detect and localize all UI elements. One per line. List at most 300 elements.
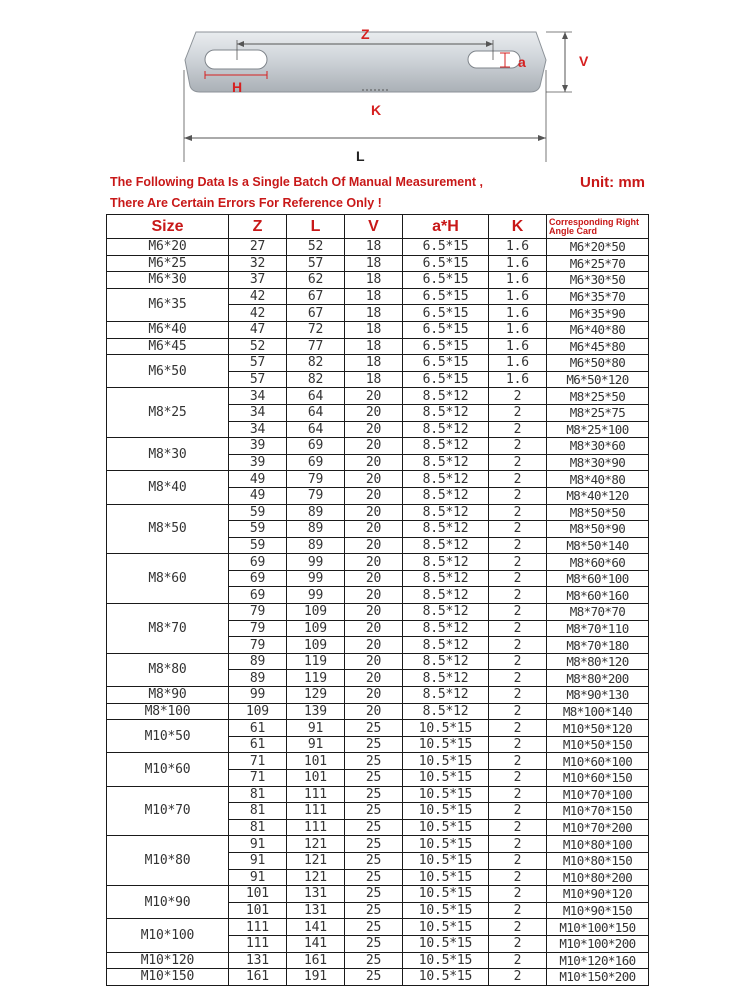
- table-row: [107, 355, 649, 372]
- angle-card-cell: M8*60*100: [547, 570, 649, 587]
- size-cell: M10*100: [107, 919, 229, 952]
- k-cell: 2: [489, 902, 547, 919]
- l-cell: 99: [287, 587, 345, 604]
- table-row: [107, 753, 649, 770]
- z-cell: 47: [229, 321, 287, 338]
- ah-cell: 8.5*12: [403, 687, 489, 704]
- l-cell: 161: [287, 952, 345, 969]
- ah-cell: 8.5*12: [403, 570, 489, 587]
- table-row: [107, 604, 649, 621]
- size-cell: M6*45: [107, 338, 229, 355]
- spec-table: [106, 214, 649, 986]
- z-cell: 49: [229, 471, 287, 488]
- l-cell: 191: [287, 969, 345, 986]
- ah-cell: 10.5*15: [403, 869, 489, 886]
- k-cell: 2: [489, 504, 547, 521]
- z-cell: 61: [229, 720, 287, 737]
- ah-cell: 8.5*12: [403, 404, 489, 421]
- v-cell: 20: [345, 570, 403, 587]
- z-cell: 34: [229, 388, 287, 405]
- z-cell: 71: [229, 770, 287, 787]
- l-cell: 62: [287, 272, 345, 289]
- l-cell: 64: [287, 388, 345, 405]
- table-row: [107, 653, 649, 670]
- ah-cell: 6.5*15: [403, 321, 489, 338]
- angle-card-cell: M10*150*200: [547, 969, 649, 986]
- table-row: [107, 720, 649, 737]
- z-cell: 27: [229, 239, 287, 256]
- angle-card-cell: M10*70*100: [547, 786, 649, 803]
- z-cell: 91: [229, 836, 287, 853]
- size-cell: M10*80: [107, 836, 229, 886]
- angle-card-cell: M8*60*60: [547, 554, 649, 571]
- l-cell: 109: [287, 604, 345, 621]
- ah-cell: 10.5*15: [403, 736, 489, 753]
- unit-label: Unit: mm: [580, 174, 645, 191]
- angle-card-cell: M6*30*50: [547, 272, 649, 289]
- angle-card-cell: M10*100*150: [547, 919, 649, 936]
- l-cell: 52: [287, 239, 345, 256]
- l-cell: 101: [287, 753, 345, 770]
- l-cell: 57: [287, 255, 345, 272]
- table-row: [107, 554, 649, 571]
- ah-cell: 10.5*15: [403, 819, 489, 836]
- angle-card-cell: M10*50*150: [547, 736, 649, 753]
- angle-card-cell: M8*70*180: [547, 637, 649, 654]
- z-cell: 42: [229, 305, 287, 322]
- l-cell: 101: [287, 770, 345, 787]
- ah-cell: 8.5*12: [403, 388, 489, 405]
- v-cell: 20: [345, 454, 403, 471]
- z-cell: 69: [229, 570, 287, 587]
- z-cell: 59: [229, 504, 287, 521]
- l-cell: 129: [287, 687, 345, 704]
- v-cell: 25: [345, 969, 403, 986]
- ah-cell: 8.5*12: [403, 454, 489, 471]
- table-row: [107, 703, 649, 720]
- ah-cell: 8.5*12: [403, 471, 489, 488]
- ah-cell: 10.5*15: [403, 902, 489, 919]
- k-cell: 2: [489, 919, 547, 936]
- ah-cell: 6.5*15: [403, 288, 489, 305]
- table-row: [107, 239, 649, 256]
- ah-cell: 10.5*15: [403, 753, 489, 770]
- k-cell: 2: [489, 770, 547, 787]
- ah-cell: 8.5*12: [403, 537, 489, 554]
- angle-card-cell: M8*50*50: [547, 504, 649, 521]
- size-cell: M8*25: [107, 388, 229, 438]
- v-cell: 20: [345, 438, 403, 455]
- angle-card-cell: M8*25*100: [547, 421, 649, 438]
- k-cell: 1.6: [489, 288, 547, 305]
- size-cell: M6*40: [107, 321, 229, 338]
- k-cell: 2: [489, 736, 547, 753]
- angle-card-cell: M10*100*200: [547, 935, 649, 952]
- z-cell: 99: [229, 687, 287, 704]
- angle-card-cell: M8*40*80: [547, 471, 649, 488]
- z-cell: 57: [229, 355, 287, 372]
- v-cell: 20: [345, 670, 403, 687]
- v-cell: 25: [345, 886, 403, 903]
- z-cell: 32: [229, 255, 287, 272]
- v-cell: 25: [345, 902, 403, 919]
- k-cell: 2: [489, 421, 547, 438]
- k-cell: 1.6: [489, 305, 547, 322]
- k-cell: 2: [489, 388, 547, 405]
- table-row: [107, 786, 649, 803]
- z-cell: 61: [229, 736, 287, 753]
- z-cell: 109: [229, 703, 287, 720]
- ah-cell: 8.5*12: [403, 521, 489, 538]
- ah-cell: 6.5*15: [403, 305, 489, 322]
- z-cell: 34: [229, 421, 287, 438]
- l-cell: 79: [287, 471, 345, 488]
- size-cell: M10*60: [107, 753, 229, 786]
- dimension-diagram: [0, 0, 750, 175]
- header-size: Size: [107, 215, 229, 239]
- l-cell: 91: [287, 736, 345, 753]
- ah-cell: 8.5*12: [403, 670, 489, 687]
- v-cell: 20: [345, 554, 403, 571]
- size-cell: M8*80: [107, 653, 229, 686]
- l-cell: 69: [287, 454, 345, 471]
- table-row: [107, 272, 649, 289]
- k-cell: 2: [489, 852, 547, 869]
- z-cell: 101: [229, 902, 287, 919]
- table-row: [107, 255, 649, 272]
- table-row: [107, 687, 649, 704]
- ah-cell: 6.5*15: [403, 355, 489, 372]
- angle-card-cell: M6*25*70: [547, 255, 649, 272]
- k-cell: 2: [489, 886, 547, 903]
- l-cell: 131: [287, 886, 345, 903]
- l-cell: 111: [287, 819, 345, 836]
- k-cell: 2: [489, 537, 547, 554]
- label-a: a: [518, 54, 526, 70]
- angle-card-cell: M6*20*50: [547, 239, 649, 256]
- angle-card-cell: M8*100*140: [547, 703, 649, 720]
- z-cell: 37: [229, 272, 287, 289]
- v-cell: 20: [345, 388, 403, 405]
- v-cell: 25: [345, 720, 403, 737]
- k-cell: 2: [489, 653, 547, 670]
- k-cell: 2: [489, 637, 547, 654]
- k-cell: 2: [489, 803, 547, 820]
- table-row: [107, 471, 649, 488]
- size-cell: M6*20: [107, 239, 229, 256]
- v-cell: 18: [345, 321, 403, 338]
- ah-cell: 10.5*15: [403, 886, 489, 903]
- ah-cell: 8.5*12: [403, 703, 489, 720]
- table-row: [107, 919, 649, 936]
- v-cell: 20: [345, 504, 403, 521]
- k-cell: 2: [489, 935, 547, 952]
- v-cell: 25: [345, 919, 403, 936]
- k-cell: 2: [489, 521, 547, 538]
- angle-card-cell: M8*25*50: [547, 388, 649, 405]
- size-cell: M8*40: [107, 471, 229, 504]
- label-h: H: [232, 79, 243, 95]
- ah-cell: 10.5*15: [403, 935, 489, 952]
- z-cell: 101: [229, 886, 287, 903]
- z-cell: 71: [229, 753, 287, 770]
- angle-card-cell: M8*90*130: [547, 687, 649, 704]
- v-cell: 25: [345, 869, 403, 886]
- v-cell: 25: [345, 770, 403, 787]
- l-cell: 109: [287, 620, 345, 637]
- k-cell: 1.6: [489, 272, 547, 289]
- l-cell: 79: [287, 487, 345, 504]
- v-cell: 25: [345, 819, 403, 836]
- v-cell: 18: [345, 371, 403, 388]
- v-cell: 20: [345, 687, 403, 704]
- l-cell: 89: [287, 521, 345, 538]
- header-ah: a*H: [403, 215, 489, 239]
- header-l: L: [287, 215, 345, 239]
- angle-card-cell: M6*35*90: [547, 305, 649, 322]
- v-cell: 18: [345, 239, 403, 256]
- ah-cell: 6.5*15: [403, 338, 489, 355]
- z-cell: 52: [229, 338, 287, 355]
- angle-card-cell: M10*70*150: [547, 803, 649, 820]
- z-cell: 91: [229, 869, 287, 886]
- angle-card-cell: M10*90*120: [547, 886, 649, 903]
- measurement-note: The Following Data Is a Single Batch Of Manual Measurement ,: [110, 175, 483, 189]
- l-cell: 131: [287, 902, 345, 919]
- v-cell: 18: [345, 288, 403, 305]
- k-cell: 1.6: [489, 355, 547, 372]
- error-note: There Are Certain Errors For Reference Only !: [110, 196, 382, 210]
- k-cell: 1.6: [489, 255, 547, 272]
- l-cell: 82: [287, 371, 345, 388]
- k-cell: 2: [489, 554, 547, 571]
- size-cell: M10*150: [107, 969, 229, 986]
- ah-cell: 10.5*15: [403, 852, 489, 869]
- v-cell: 20: [345, 703, 403, 720]
- z-cell: 131: [229, 952, 287, 969]
- table-row: [107, 952, 649, 969]
- ah-cell: 10.5*15: [403, 786, 489, 803]
- size-cell: M8*50: [107, 504, 229, 554]
- z-cell: 57: [229, 371, 287, 388]
- v-cell: 20: [345, 471, 403, 488]
- k-cell: 2: [489, 570, 547, 587]
- angle-card-cell: M6*50*120: [547, 371, 649, 388]
- v-cell: 25: [345, 803, 403, 820]
- k-cell: 2: [489, 703, 547, 720]
- v-cell: 25: [345, 935, 403, 952]
- angle-card-cell: M10*70*200: [547, 819, 649, 836]
- label-l: L: [356, 148, 365, 164]
- l-cell: 64: [287, 421, 345, 438]
- l-cell: 119: [287, 653, 345, 670]
- v-cell: 25: [345, 952, 403, 969]
- k-cell: 2: [489, 869, 547, 886]
- angle-card-cell: M10*120*160: [547, 952, 649, 969]
- z-cell: 39: [229, 454, 287, 471]
- k-cell: 2: [489, 487, 547, 504]
- ah-cell: 6.5*15: [403, 255, 489, 272]
- k-cell: 2: [489, 471, 547, 488]
- ah-cell: 8.5*12: [403, 620, 489, 637]
- v-cell: 20: [345, 487, 403, 504]
- l-cell: 67: [287, 288, 345, 305]
- angle-card-cell: M8*60*160: [547, 587, 649, 604]
- z-cell: 59: [229, 537, 287, 554]
- header-row: [107, 215, 649, 239]
- z-cell: 42: [229, 288, 287, 305]
- table-row: [107, 886, 649, 903]
- angle-card-cell: M10*90*150: [547, 902, 649, 919]
- k-cell: 2: [489, 604, 547, 621]
- angle-card-cell: M8*50*140: [547, 537, 649, 554]
- k-cell: 2: [489, 836, 547, 853]
- angle-card-cell: M10*80*200: [547, 869, 649, 886]
- angle-card-cell: M10*80*100: [547, 836, 649, 853]
- table-row: [107, 321, 649, 338]
- plate-drawing: [0, 0, 750, 175]
- z-cell: 79: [229, 620, 287, 637]
- z-cell: 89: [229, 653, 287, 670]
- ah-cell: 6.5*15: [403, 272, 489, 289]
- header-angle-card: Corresponding Right Angle Card: [547, 215, 649, 239]
- angle-card-cell: M10*60*100: [547, 753, 649, 770]
- v-cell: 20: [345, 421, 403, 438]
- ah-cell: 8.5*12: [403, 421, 489, 438]
- z-cell: 81: [229, 786, 287, 803]
- ah-cell: 10.5*15: [403, 770, 489, 787]
- l-cell: 69: [287, 438, 345, 455]
- angle-card-cell: M8*30*90: [547, 454, 649, 471]
- size-cell: M10*120: [107, 952, 229, 969]
- ah-cell: 8.5*12: [403, 504, 489, 521]
- l-cell: 111: [287, 786, 345, 803]
- angle-card-cell: M8*30*60: [547, 438, 649, 455]
- l-cell: 72: [287, 321, 345, 338]
- size-cell: M8*90: [107, 687, 229, 704]
- header-k: K: [489, 215, 547, 239]
- label-k: K: [371, 102, 382, 118]
- label-z: Z: [361, 26, 370, 42]
- k-cell: 1.6: [489, 239, 547, 256]
- l-cell: 99: [287, 570, 345, 587]
- left-slot: [205, 50, 267, 69]
- ah-cell: 10.5*15: [403, 836, 489, 853]
- angle-card-cell: M8*80*200: [547, 670, 649, 687]
- angle-card-cell: M8*50*90: [547, 521, 649, 538]
- angle-card-cell: M8*40*120: [547, 487, 649, 504]
- z-cell: 81: [229, 803, 287, 820]
- k-cell: 2: [489, 620, 547, 637]
- size-cell: M8*100: [107, 703, 229, 720]
- l-cell: 121: [287, 869, 345, 886]
- l-cell: 141: [287, 919, 345, 936]
- table-row: [107, 969, 649, 986]
- v-cell: 20: [345, 521, 403, 538]
- size-cell: M8*70: [107, 604, 229, 654]
- v-cell: 25: [345, 852, 403, 869]
- angle-card-cell: M6*50*80: [547, 355, 649, 372]
- angle-card-cell: M8*70*110: [547, 620, 649, 637]
- v-cell: 18: [345, 305, 403, 322]
- ah-cell: 8.5*12: [403, 438, 489, 455]
- v-cell: 20: [345, 537, 403, 554]
- l-cell: 99: [287, 554, 345, 571]
- z-cell: 39: [229, 438, 287, 455]
- angle-card-cell: M6*45*80: [547, 338, 649, 355]
- k-cell: 2: [489, 952, 547, 969]
- k-cell: 2: [489, 587, 547, 604]
- table-row: [107, 438, 649, 455]
- angle-card-cell: M10*60*150: [547, 770, 649, 787]
- k-cell: 2: [489, 438, 547, 455]
- size-cell: M10*70: [107, 786, 229, 836]
- size-cell: M6*35: [107, 288, 229, 321]
- k-cell: 1.6: [489, 371, 547, 388]
- z-cell: 79: [229, 604, 287, 621]
- k-cell: 2: [489, 786, 547, 803]
- v-cell: 20: [345, 620, 403, 637]
- v-cell: 18: [345, 255, 403, 272]
- ah-cell: 8.5*12: [403, 653, 489, 670]
- z-cell: 89: [229, 670, 287, 687]
- ah-cell: 10.5*15: [403, 919, 489, 936]
- k-cell: 2: [489, 404, 547, 421]
- v-cell: 25: [345, 753, 403, 770]
- v-cell: 25: [345, 786, 403, 803]
- ah-cell: 10.5*15: [403, 952, 489, 969]
- z-cell: 111: [229, 935, 287, 952]
- k-cell: 2: [489, 720, 547, 737]
- v-cell: 20: [345, 604, 403, 621]
- spec-table-body: [107, 239, 649, 986]
- v-cell: 25: [345, 736, 403, 753]
- l-cell: 89: [287, 537, 345, 554]
- table-row: [107, 504, 649, 521]
- l-cell: 67: [287, 305, 345, 322]
- l-cell: 121: [287, 836, 345, 853]
- l-cell: 111: [287, 803, 345, 820]
- table-row: [107, 388, 649, 405]
- v-cell: 20: [345, 637, 403, 654]
- ah-cell: 8.5*12: [403, 604, 489, 621]
- ah-cell: 6.5*15: [403, 239, 489, 256]
- z-cell: 161: [229, 969, 287, 986]
- z-cell: 91: [229, 852, 287, 869]
- size-cell: M10*90: [107, 886, 229, 919]
- z-cell: 79: [229, 637, 287, 654]
- size-cell: M6*50: [107, 355, 229, 388]
- z-cell: 59: [229, 521, 287, 538]
- z-cell: 34: [229, 404, 287, 421]
- z-cell: 69: [229, 587, 287, 604]
- table-row: [107, 338, 649, 355]
- angle-card-cell: M8*80*120: [547, 653, 649, 670]
- z-cell: 111: [229, 919, 287, 936]
- right-slot: [468, 51, 520, 68]
- k-cell: 2: [489, 819, 547, 836]
- angle-card-cell: M8*25*75: [547, 404, 649, 421]
- size-cell: M8*60: [107, 554, 229, 604]
- l-cell: 119: [287, 670, 345, 687]
- ah-cell: 10.5*15: [403, 720, 489, 737]
- v-cell: 18: [345, 338, 403, 355]
- v-cell: 20: [345, 404, 403, 421]
- v-cell: 25: [345, 836, 403, 853]
- angle-card-cell: M10*80*150: [547, 852, 649, 869]
- z-cell: 69: [229, 554, 287, 571]
- ah-cell: 8.5*12: [403, 487, 489, 504]
